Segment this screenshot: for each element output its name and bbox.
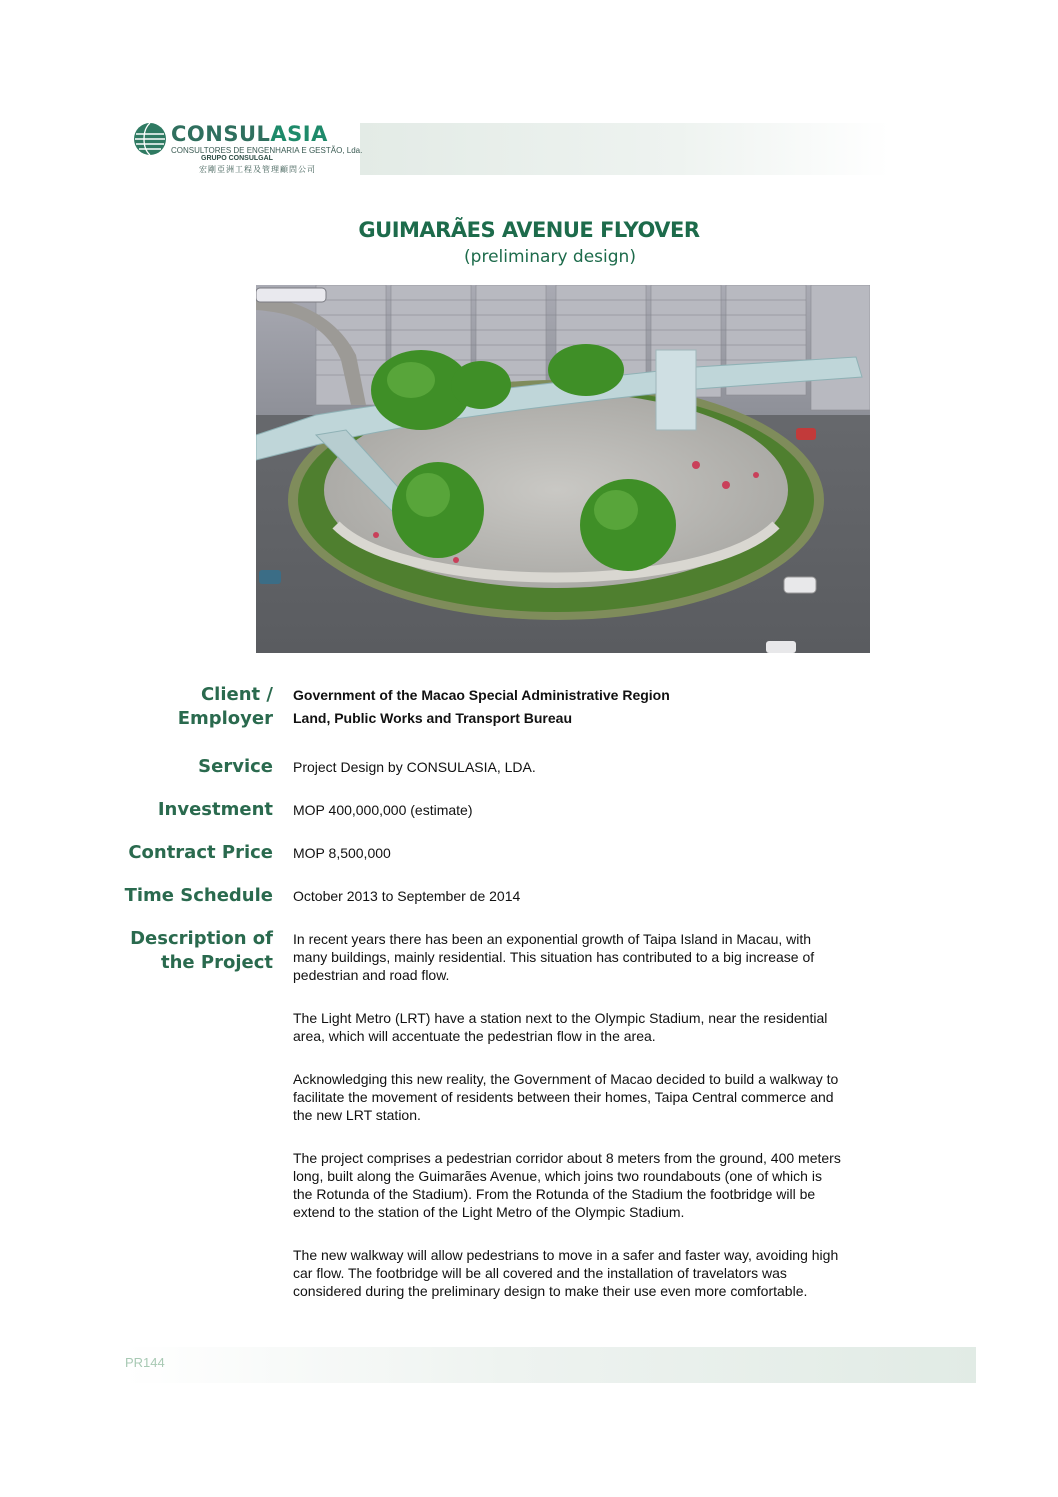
flyover-rendering bbox=[256, 285, 870, 653]
header-band bbox=[360, 123, 890, 175]
description-label: Description of bbox=[130, 928, 273, 949]
client-value-1: Government of the Macao Special Administrative Region bbox=[293, 687, 670, 703]
paragraph-line: area, which will accentuate the pedestrian flow in the area. bbox=[293, 1028, 656, 1044]
logo-wordmark bbox=[171, 122, 328, 146]
paragraph-line: many buildings, mainly residential. This situation has contributed to a big increase of bbox=[293, 949, 815, 965]
service-value: Project Design by CONSULASIA, LDA. bbox=[293, 759, 536, 775]
time-schedule-value: October 2013 to September de 2014 bbox=[293, 888, 521, 904]
paragraph-line: car flow. The footbridge will be all covered and the installation of travelators was bbox=[293, 1265, 787, 1281]
paragraph-line: facilitate the movement of residents between their homes, Taipa Central commerce and bbox=[293, 1089, 834, 1105]
globe-icon bbox=[133, 122, 167, 156]
paragraph-line: The project comprises a pedestrian corridor about 8 meters from the ground, 400 meters bbox=[293, 1150, 841, 1166]
description-label-2: the Project bbox=[161, 952, 273, 973]
logo-word-consul: CONSUL bbox=[171, 122, 271, 146]
paragraph-line: the Rotunda of the Stadium). From the Rotunda of the Stadium the footbridge will be bbox=[293, 1186, 816, 1202]
contract-price-label: Contract Price bbox=[128, 842, 273, 863]
paragraph-line: considered during the preliminary design to make their use even more comfortable. bbox=[293, 1283, 808, 1299]
description-paragraph-4 bbox=[293, 1149, 923, 1221]
description-paragraph-1 bbox=[293, 930, 923, 984]
paragraph-line: Acknowledging this new reality, the Government of Macao decided to build a walkway to bbox=[293, 1071, 839, 1087]
employer-label: Employer bbox=[177, 708, 273, 729]
investment-label: Investment bbox=[157, 799, 273, 820]
service-label: Service bbox=[198, 756, 273, 777]
page-code: PR144 bbox=[125, 1355, 165, 1370]
page-title: GUIMARÃES AVENUE FLYOVER bbox=[358, 218, 700, 242]
logo-chinese-name: 宏剛亞洲工程及管理顧問公司 bbox=[199, 165, 316, 174]
paragraph-line: The new walkway will allow pedestrians to move in a safer and faster way, avoiding high bbox=[293, 1247, 839, 1263]
investment-value: MOP 400,000,000 (estimate) bbox=[293, 802, 473, 818]
paragraph-line: In recent years there has been an exponential growth of Taipa Island in Macau, with bbox=[293, 931, 812, 947]
page-subtitle: (preliminary design) bbox=[464, 247, 636, 267]
description-paragraph-3 bbox=[293, 1070, 923, 1124]
paragraph-line: long, built along the Guimarães Avenue, which joins two roundabouts (one of which is bbox=[293, 1168, 822, 1184]
paragraph-line: the new LRT station. bbox=[293, 1107, 421, 1123]
paragraph-line: pedestrian and road flow. bbox=[293, 967, 450, 983]
description-paragraph-5 bbox=[293, 1246, 923, 1300]
paragraph-line: The Light Metro (LRT) have a station next to the Olympic Stadium, near the residential bbox=[293, 1010, 828, 1026]
logo-subtitle: CONSULTORES DE ENGENHARIA E GESTÃO, Lda. bbox=[171, 146, 363, 155]
client-label: Client / bbox=[200, 684, 273, 705]
footer-band bbox=[125, 1347, 976, 1383]
logo-group-name: GRUPO CONSULGAL bbox=[201, 155, 273, 162]
contract-price-value: MOP 8,500,000 bbox=[293, 845, 391, 861]
logo-word-asia: ASIA bbox=[270, 122, 328, 146]
time-schedule-label: Time Schedule bbox=[124, 885, 273, 906]
description-paragraph-2 bbox=[293, 1009, 923, 1045]
company-logo bbox=[133, 122, 363, 182]
client-value-2: Land, Public Works and Transport Bureau bbox=[293, 710, 573, 726]
paragraph-line: extend to the station of the Light Metro of the Olympic Stadium. bbox=[293, 1204, 685, 1220]
